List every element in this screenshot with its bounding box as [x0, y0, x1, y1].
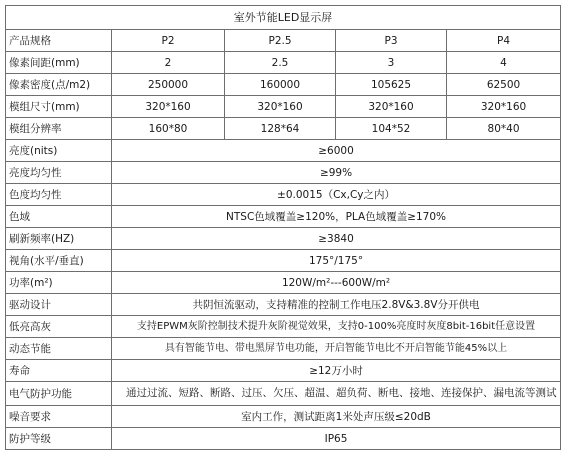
row-label: 色度均匀性: [6, 184, 112, 206]
merged-value-cell: ≥12万小时: [112, 360, 561, 382]
merged-value-cell: 175°/175°: [112, 250, 561, 272]
model-cell: P2: [112, 30, 225, 52]
table-row: [6, 360, 561, 382]
table-row: [6, 428, 561, 450]
value-cell: 160*80: [112, 118, 225, 140]
row-label: 噪音要求: [6, 406, 112, 428]
value-cell: 62500: [447, 74, 561, 96]
row-label: 功率(m²): [6, 272, 112, 294]
table-row: [6, 162, 561, 184]
value-cell: 128*64: [225, 118, 336, 140]
row-label: 寿命: [6, 360, 112, 382]
value-cell: 105625: [336, 74, 447, 96]
merged-value-cell: NTSC色域覆盖≥120%，PLA色域覆盖≥170%: [112, 206, 561, 228]
merged-value-cell: 120W/m²---600W/m²: [112, 272, 561, 294]
spec-table: [5, 5, 561, 450]
table-row: [6, 52, 561, 74]
value-cell: 320*160: [225, 96, 336, 118]
row-label: 模组分辨率: [6, 118, 112, 140]
table-row: [6, 206, 561, 228]
row-label: 视角(水平/垂直): [6, 250, 112, 272]
merged-value-cell: ≥99%: [112, 162, 561, 184]
row-label: 驱动设计: [6, 294, 112, 316]
table-row: [6, 250, 561, 272]
merged-value-cell: 室内工作，测试距离1米处声压级≤20dB: [112, 406, 561, 428]
value-cell: 320*160: [336, 96, 447, 118]
value-cell: 4: [447, 52, 561, 74]
value-cell: 2: [112, 52, 225, 74]
row-label: 动态节能: [6, 338, 112, 360]
table-row: [6, 228, 561, 250]
table-row: [6, 294, 561, 316]
merged-value-cell: 支持EPWM灰阶控制技术提升灰阶视觉效果，支持0-100%亮度时灰度8bit-16bit任意设置: [112, 316, 561, 338]
spec-sheet: [5, 5, 560, 450]
value-cell: 160000: [225, 74, 336, 96]
row-label: 色域: [6, 206, 112, 228]
value-cell: 104*52: [336, 118, 447, 140]
row-label: 产品规格: [6, 30, 112, 52]
model-cell: P2.5: [225, 30, 336, 52]
row-label: 刷新频率(HZ): [6, 228, 112, 250]
value-cell: 320*160: [447, 96, 561, 118]
value-cell: 2.5: [225, 52, 336, 74]
table-row: [6, 96, 561, 118]
row-label: 模组尺寸(mm): [6, 96, 112, 118]
merged-value-cell: IP65: [112, 428, 561, 450]
table-row: [6, 382, 561, 406]
row-label: 像素间距(mm): [6, 52, 112, 74]
row-label: 像素密度(点/m2): [6, 74, 112, 96]
table-row: [6, 406, 561, 428]
row-label: 亮度(nits): [6, 140, 112, 162]
table-title-row: [6, 6, 561, 30]
table-row: [6, 184, 561, 206]
row-label: 电气防护功能: [6, 382, 112, 406]
value-cell: 80*40: [447, 118, 561, 140]
table-row: [6, 140, 561, 162]
merged-value-cell: ≥6000: [112, 140, 561, 162]
row-label: 亮度均匀性: [6, 162, 112, 184]
row-label: 低亮高灰: [6, 316, 112, 338]
table-header-row: [6, 30, 561, 52]
table-row: [6, 74, 561, 96]
table-row: [6, 338, 561, 360]
value-cell: 320*160: [112, 96, 225, 118]
row-label: 防护等级: [6, 428, 112, 450]
merged-value-cell: ±0.0015（Cx,Cy之内）: [112, 184, 561, 206]
model-cell: P4: [447, 30, 561, 52]
table-row: [6, 316, 561, 338]
table-row: [6, 272, 561, 294]
value-cell: 3: [336, 52, 447, 74]
model-cell: P3: [336, 30, 447, 52]
merged-value-cell: ≥3840: [112, 228, 561, 250]
merged-value-cell: 具有智能节电、带电黑屏节电功能，开启智能节电比不开启智能节能45%以上: [112, 338, 561, 360]
value-cell: 250000: [112, 74, 225, 96]
table-title: 室外节能LED显示屏: [6, 6, 561, 30]
merged-value-cell: 通过过流、短路、断路、过压、欠压、超温、超负荷、断电、接地、连接保护、漏电流等测试: [112, 382, 561, 406]
merged-value-cell: 共阴恒流驱动，支持精准的控制工作电压2.8V&3.8V分开供电: [112, 294, 561, 316]
table-row: [6, 118, 561, 140]
